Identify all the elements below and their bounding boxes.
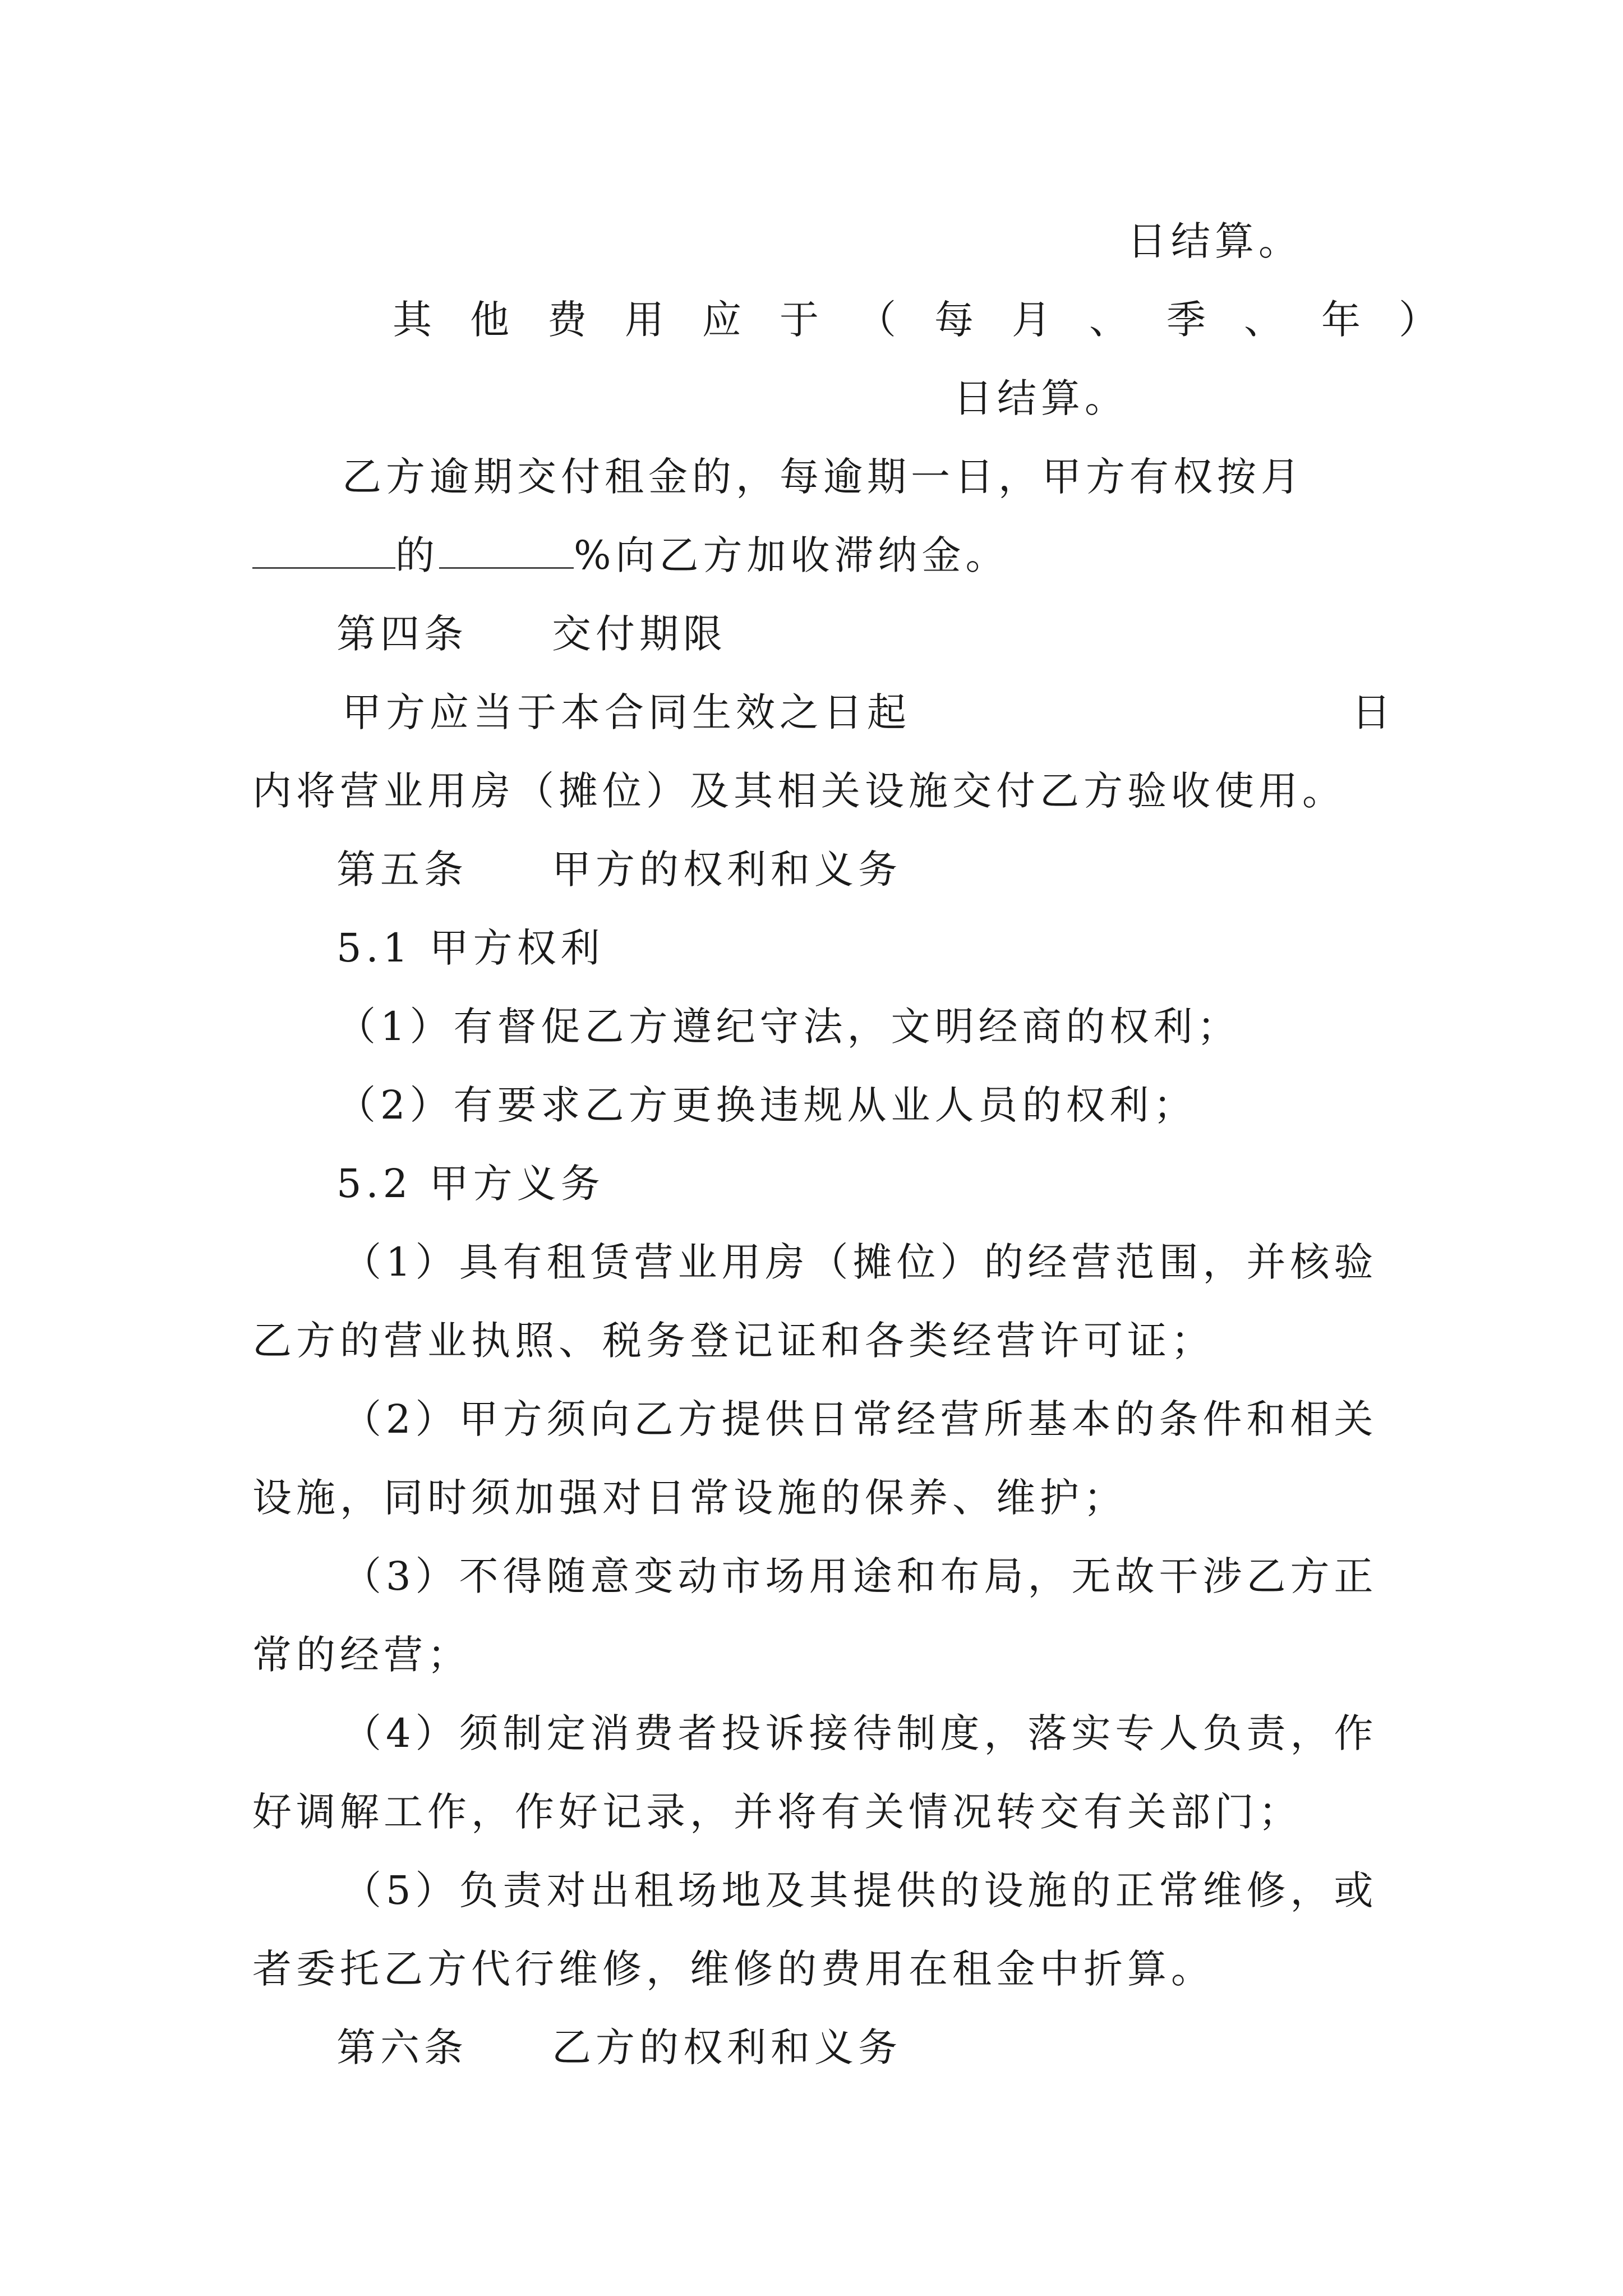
article-6-heading [336,2019,902,2076]
settlement-line-2: 日结算。 [953,375,1128,421]
item-5-2-1-line-a: （1）具有租赁营业用房（摊位）的经营范围，并核验 [342,1239,1378,1285]
item-5-2-2-line-b: 设施，同时须加强对日常设施的保养、维护； [252,1475,1127,1521]
article-5-number: 第五条 [336,846,468,892]
section-5-2-heading: 5.2 甲方义务 [336,1161,605,1207]
blank-field-month [252,528,395,569]
other-fees-line: 其他费用应于（每月、季、年） [393,297,1476,343]
section-5-1-heading: 5.1 甲方权利 [336,925,605,971]
article-6-title: 乙方的权利和义务 [552,2024,902,2070]
item-5-2-4-line-b: 好调解工作，作好记录，并将有关情况转交有关部门； [252,1789,1302,1835]
item-5-2-5-line-b: 者委托乙方代行维修，维修的费用在租金中折算。 [252,1946,1215,1992]
article-5-heading [336,841,902,898]
delivery-detail-line: 内将营业用房（摊位）及其相关设施交付乙方验收使用。 [252,768,1346,814]
item-5-2-4-line-a: （4）须制定消费者投诉接待制度，落实专人负责，作 [342,1710,1378,1756]
article-5-title: 甲方的权利和义务 [552,846,902,892]
late-fee-rate-line [252,527,1009,583]
blank-field-percent [439,528,574,569]
late-fee-text: %向乙方加收滞纳金。 [574,532,1009,578]
late-payment-line: 乙方逾期交付租金的，每逾期一日，甲方有权按月 [342,454,1304,500]
item-5-1-1: （1）有督促乙方遵纪守法，文明经商的权利； [336,1004,1241,1050]
delivery-start-line: 甲方应当于本合同生效之日起 [342,689,911,735]
item-5-2-3-line-b: 常的经营； [252,1632,471,1678]
settlement-line-1: 日结算。 [1127,218,1302,264]
article-4-number: 第四条 [336,611,468,657]
article-4-heading [336,606,727,662]
article-4-title: 交付期限 [552,611,727,657]
late-fee-of: 的 [395,532,439,578]
item-5-2-5-line-a: （5）负责对出租场地及其提供的设施的正常维修，或 [342,1867,1378,1913]
article-6-number: 第六条 [336,2024,468,2070]
delivery-day-unit: 日 [1352,689,1395,735]
item-5-2-3-line-a: （3）不得随意变动市场用途和布局，无故干涉乙方正 [342,1553,1378,1599]
item-5-1-2: （2）有要求乙方更换违规从业人员的权利； [336,1082,1197,1128]
item-5-2-2-line-a: （2）甲方须向乙方提供日常经营所基本的条件和相关 [342,1396,1378,1442]
item-5-2-1-line-b: 乙方的营业执照、税务登记证和各类经营许可证； [252,1318,1215,1364]
